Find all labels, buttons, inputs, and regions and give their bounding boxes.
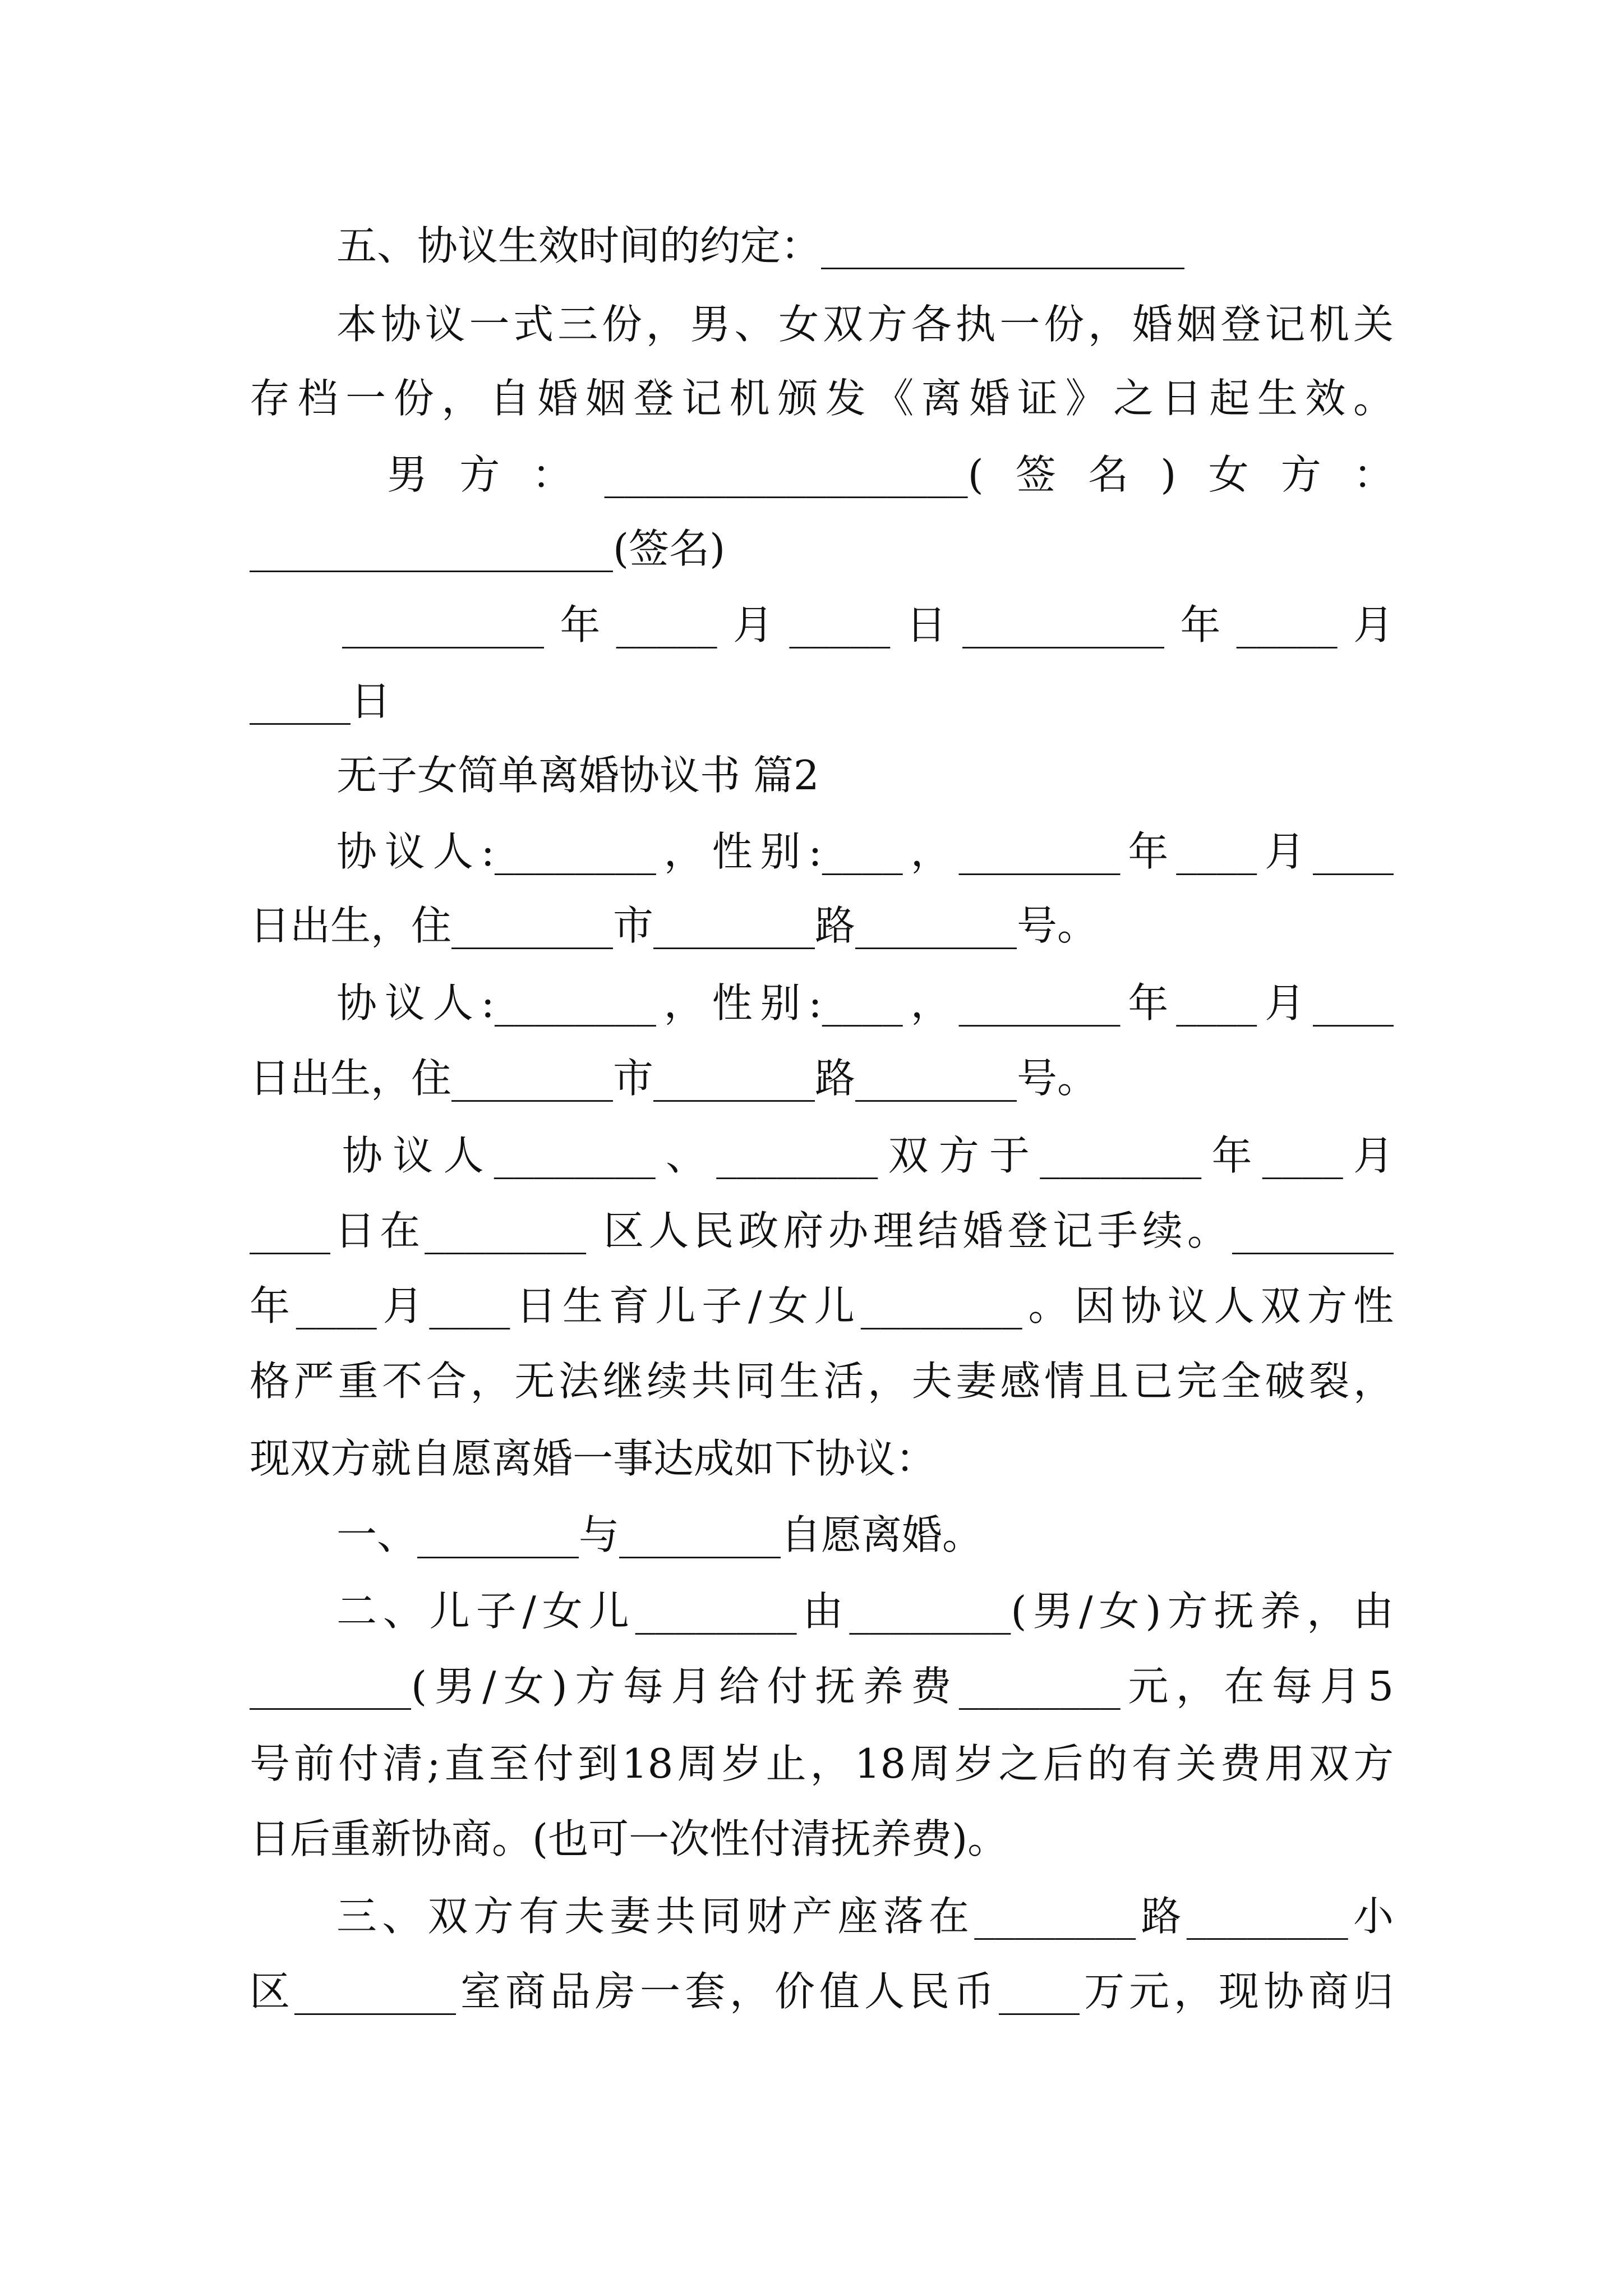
clause-2-line-1: 二、儿子/女儿________由________(男/女)方抚养，由: [336, 1588, 1394, 1635]
party-2-line-2: 日出生，住________市________路________号。: [250, 1055, 1098, 1102]
party-1-line-2: 日出生，住________市________路________号。: [250, 902, 1098, 949]
copies-paragraph-line-2: 存档一份，自婚姻登记机颁发《离婚证》之日起生效。: [250, 375, 1394, 422]
clause-1-divorce: 一、________与________自愿离婚。: [336, 1511, 983, 1558]
section-title-part-2: 无子女简单离婚协议书 篇2: [336, 752, 819, 799]
marriage-paragraph-line-5: 现双方就自愿离婚一事达成如下协议：: [250, 1435, 937, 1482]
party-2-line-1: 协议人:________，性别:____，________年____月____: [336, 979, 1394, 1027]
date-line-day: _____日: [250, 678, 391, 725]
clause-3-line-2: 区________室商品房一套，价值人民币____万元，现协商归: [250, 1968, 1394, 2015]
party-1-line-1: 协议人:________，性别:____，________年____月____: [336, 828, 1394, 875]
signature-line-male-female: 男方：__________________(签名)女方：: [387, 451, 1394, 498]
clause-5-effective-time: 五、协议生效时间的约定：__________________: [336, 222, 1185, 269]
copies-paragraph-line-1: 本协议一式三份，男、女双方各执一份，婚姻登记机关: [336, 301, 1394, 348]
clause-2-line-4: 日后重新协商。(也可一次性付清抚养费)。: [250, 1815, 1008, 1862]
clause-2-line-3: 号前付清;直至付到18周岁止，18周岁之后的有关费用双方: [250, 1740, 1394, 1787]
signature-line-female-name: __________________(签名): [250, 525, 726, 572]
clause-2-line-2: ________(男/女)方每月给付抚养费________元，在每月5: [250, 1663, 1394, 1710]
date-line: __________年_____月_____日__________年_____月: [342, 601, 1394, 648]
marriage-paragraph-line-3: 年____月____日生育儿子/女儿________。因协议人双方性: [250, 1282, 1394, 1329]
marriage-paragraph-line-4: 格严重不合，无法继续共同生活，夫妻感情且已完全破裂，: [250, 1358, 1394, 1405]
marriage-paragraph-line-1: 协议人________、________双方于________年____月: [342, 1132, 1394, 1179]
marriage-paragraph-line-2: ____日在________ 区人民政府办理结婚登记手续。________: [250, 1207, 1394, 1254]
clause-3-line-1: 三、双方有夫妻共同财产座落在________路________小: [336, 1893, 1394, 1940]
